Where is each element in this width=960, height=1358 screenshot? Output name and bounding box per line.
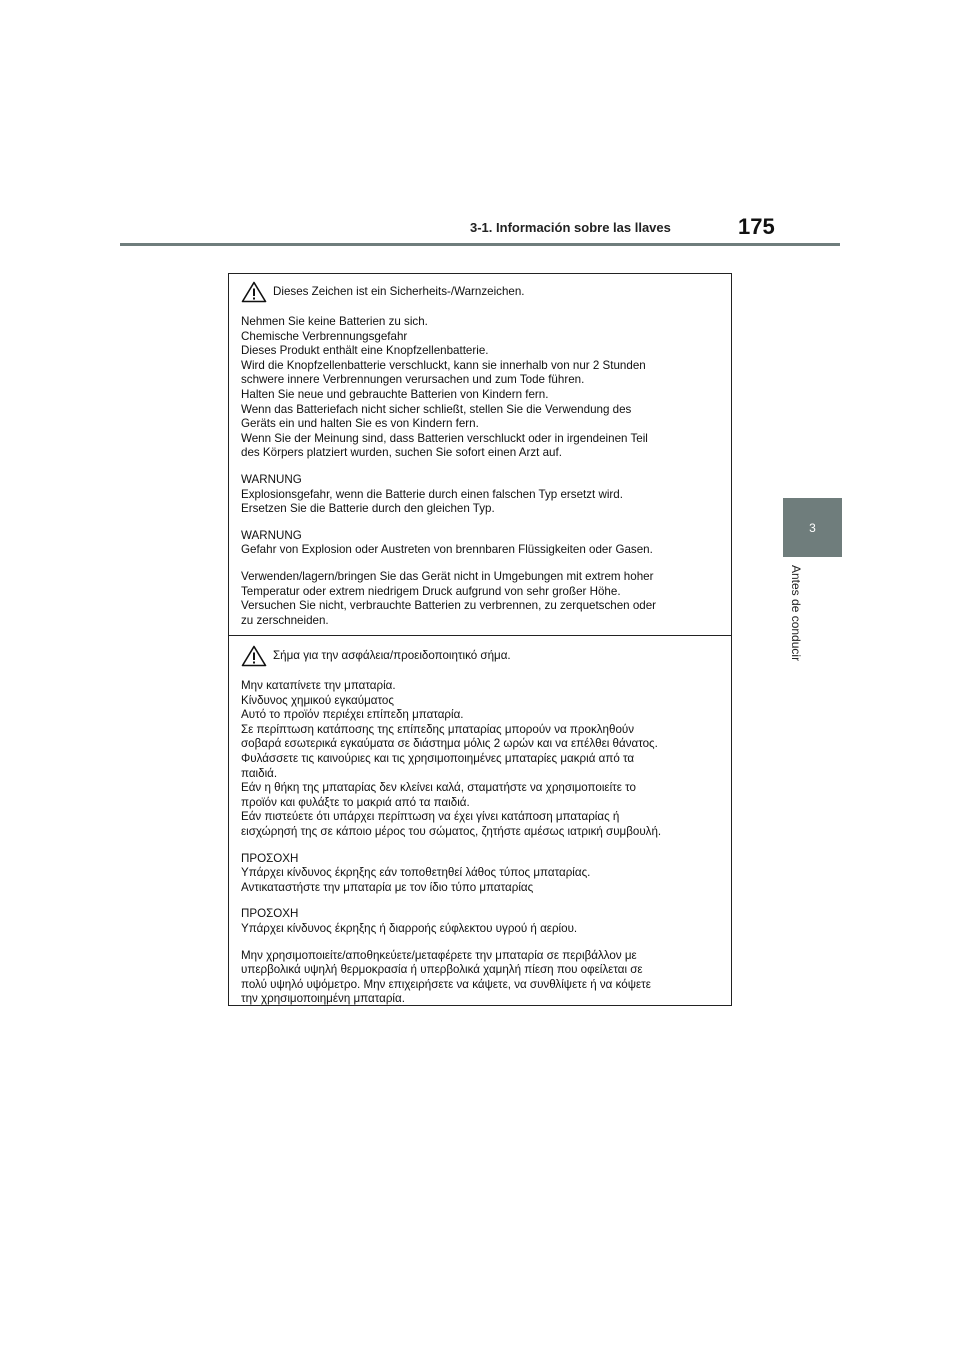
warning-text-line: Αντικαταστήστε την μπαταρία με τον ίδιο τύπο μπαταρίας <box>241 880 534 894</box>
warning-text-line: Chemische Verbrennungsgefahr <box>241 329 408 343</box>
warning-text-line: ΠΡΟΣΟΧΗ <box>241 907 299 921</box>
warning-text-line: Nehmen Sie keine Batterien zu sich. <box>241 315 428 328</box>
warning-title-row <box>241 645 721 667</box>
warning-text-line: Gefahr von Explosion oder Austreten von brennbaren Flüssigkeiten oder Gasen. <box>241 543 653 557</box>
warning-title-row <box>241 281 721 303</box>
header-rule <box>120 243 840 246</box>
warning-paragraph <box>241 907 721 936</box>
warning-text-line: des Körpers platziert wurden, suchen Sie sofort einen Arzt auf. <box>241 446 562 460</box>
warning-text-line: Μην χρησιμοποιείτε/αποθηκεύετε/μεταφέρετε την μπαταρία σε περιβάλλον με <box>241 948 637 962</box>
warning-paragraph <box>241 949 721 1007</box>
warning-triangle-icon <box>241 645 267 667</box>
warning-text-line: Wenn Sie der Meinung sind, dass Batterien verschluckt oder in irgendeinen Teil <box>241 431 648 445</box>
warning-text-line: Versuchen Sie nicht, verbrauchte Batterien zu verbrennen, zu zerquetschen oder <box>241 599 657 613</box>
warning-text-line: Geräts ein und halten Sie es von Kindern fern. <box>241 417 479 431</box>
header-section-title: 3-1. Información sobre las llaves <box>470 220 671 235</box>
chapter-title: Antes de conducir <box>789 565 803 662</box>
warning-text-line: Ersetzen Sie die Batterie durch den gleichen Typ. <box>241 502 495 516</box>
warning-text-line: Εάν η θήκη της μπαταρίας δεν κλείνει καλά, σταματήστε να χρησιμοποιείτε το <box>241 781 636 795</box>
warning-box <box>228 273 732 1006</box>
chapter-number: 3 <box>809 520 816 535</box>
warning-text-line: Σε περίπτωση κατάποσης της επίπεδης μπαταρίας μπορούν να προκληθούν <box>241 722 635 736</box>
warning-paragraph <box>241 679 721 840</box>
chapter-tab <box>783 498 842 557</box>
warning-text-line: Wird die Knopfzellenbatterie verschluckt, kann sie innerhalb von nur 2 Stunden <box>241 358 646 372</box>
warning-paragraph <box>241 315 721 461</box>
warning-title: Σήμα για την ασφάλεια/προειδοποιητικό σήμα. <box>273 648 511 662</box>
warning-text-line: προϊόν και φυλάξτε το μακριά από τα παιδιά. <box>241 795 470 809</box>
warning-paragraph <box>241 852 721 896</box>
warning-paragraph <box>241 570 721 628</box>
warning-text-line: ΠΡΟΣΟΧΗ <box>241 851 299 865</box>
warning-section-german <box>229 274 731 636</box>
warning-text-line: Halten Sie neue und gebrauchte Batterien von Kindern fern. <box>241 387 549 401</box>
warning-text-line: schwere innere Verbrennungen verursachen und zum Tode führen. <box>241 373 585 387</box>
warning-text-line: Υπάρχει κίνδυνος έκρηξης ή διαρροής εύφλεκτου υγρού ή αερίου. <box>241 921 578 935</box>
warning-text-line: Αυτό το προϊόν περιέχει επίπεδη μπαταρία. <box>241 708 464 722</box>
warning-text-line: Explosionsgefahr, wenn die Batterie durch einen falschen Typ ersetzt wird. <box>241 487 623 501</box>
warning-text-line: εισχώρησή της σε κάποιο μέρος του σώματος, ζητήστε αμέσως ιατρική συμβουλή. <box>241 824 662 838</box>
warning-text-line: την χρησιμοποιημένη μπαταρία. <box>241 992 405 1006</box>
warning-text-line: Temperatur oder extrem niedrigem Druck aufgrund von sehr großer Höhe. <box>241 584 621 598</box>
warning-paragraph <box>241 529 721 558</box>
warning-text-line: Verwenden/lagern/bringen Sie das Gerät nicht in Umgebungen mit extrem hoher <box>241 569 654 583</box>
warning-text-line: σοβαρά εσωτερικά εγκαύματα σε διάστημα μόλις 2 ωρών και να επέλθει θάνατος. <box>241 737 658 751</box>
warning-text-line: zu zerschneiden. <box>241 613 329 627</box>
warning-text-line: Μην καταπίνετε την μπαταρία. <box>241 679 396 692</box>
warning-body <box>241 679 721 1007</box>
page-number: 175 <box>738 214 775 239</box>
warning-text-line: Dieses Produkt enthält eine Knopfzellenbatterie. <box>241 344 489 358</box>
warning-text-line: Φυλάσσετε τις καινούριες και τις χρησιμοποιημένες μπαταρίες μακριά από τα <box>241 751 635 765</box>
warning-text-line: υπερβολικά υψηλή θερμοκρασία ή υπερβολικά χαμηλή πίεση που οφείλεται σε <box>241 963 643 977</box>
warning-text-line: Wenn das Batteriefach nicht sicher schließt, stellen Sie die Verwendung des <box>241 402 632 416</box>
warning-text-line: WARNUNG <box>241 472 302 486</box>
warning-text-line: Κίνδυνος χημικού εγκαύματος <box>241 693 394 707</box>
warning-section-greek <box>229 636 731 1005</box>
warning-paragraph <box>241 473 721 517</box>
warning-title: Dieses Zeichen ist ein Sicherheits-/Warnzeichen. <box>273 284 525 298</box>
warning-text-line: πολύ υψηλό υψόμετρο. Μην επιχειρήσετε να κάψετε, να συνθλίψετε ή να κόψετε <box>241 977 651 991</box>
warning-body <box>241 315 721 628</box>
warning-triangle-icon <box>241 281 267 303</box>
warning-text-line: παιδιά. <box>241 766 278 780</box>
warning-text-line: Εάν πιστεύετε ότι υπάρχει περίπτωση να έχει γίνει κατάποση μπαταρίας ή <box>241 810 620 824</box>
warning-text-line: WARNUNG <box>241 528 302 542</box>
warning-text-line: Υπάρχει κίνδυνος έκρηξης εάν τοποθετηθεί λάθος τύπος μπαταρίας. <box>241 866 591 880</box>
